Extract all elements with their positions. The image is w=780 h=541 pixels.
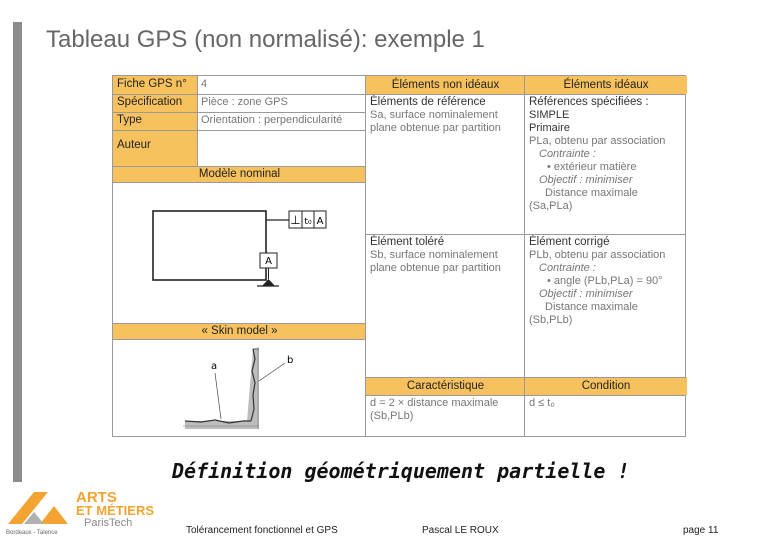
tolerated-ideal-cell xyxy=(525,234,687,377)
left-accent-bar xyxy=(13,22,22,482)
condition-value: d ≤ t₀ xyxy=(529,397,555,409)
reference-ideal-line-4: PLa, obtenu par association xyxy=(529,135,666,147)
reference-ideal-line-6: • extérieur matière xyxy=(547,161,637,173)
skin-label-a: a xyxy=(211,361,218,372)
header-condition: Condition xyxy=(525,377,687,395)
arts-et-metiers-logo xyxy=(4,486,164,541)
skin-model-drawing xyxy=(113,339,366,438)
tolerance-value: t₀ xyxy=(304,217,312,227)
tolerated-ideal-line-2: Contrainte : xyxy=(539,262,596,274)
tolerated-non-ideal-line-1: Sb, surface nominalement xyxy=(370,249,498,261)
row-value-specification: Pièce : zone GPS xyxy=(201,96,288,108)
reference-ideal-line-3: Primaire xyxy=(529,122,570,134)
header-caracteristique: Caractéristique xyxy=(366,377,525,395)
logo-line-2: ET MÉTIERS xyxy=(76,503,155,518)
reference-non-ideal-line-2: plane obtenue par partition xyxy=(370,122,501,134)
logo-mark-icon xyxy=(4,486,164,536)
tolerated-ideal-line-5: Distance maximale xyxy=(545,301,638,313)
modele-nominal-header: Modèle nominal xyxy=(113,166,366,182)
gps-table xyxy=(112,75,686,437)
row-value-fiche: 4 xyxy=(201,78,208,90)
row-label-specification: Spécification xyxy=(113,94,197,112)
caracteristique-line-1: d = 2 × distance maximale xyxy=(370,397,499,409)
perpendicularity-symbol: ⊥ xyxy=(290,213,301,227)
footer-course: Tolérancement fonctionnel et GPS xyxy=(186,525,338,536)
caracteristique-line-2: (Sb,PLb) xyxy=(370,410,414,422)
reference-ideal-line-5: Contrainte : xyxy=(539,148,596,160)
row-label-auteur: Auteur xyxy=(113,130,197,166)
skin-model-header: « Skin model » xyxy=(113,323,366,339)
tolerated-ideal-line-1: PLb, obtenu par association xyxy=(529,249,666,261)
skin-label-b: b xyxy=(287,355,294,366)
header-non-ideaux: Éléments non idéaux xyxy=(366,76,525,94)
datum-box-label: A xyxy=(265,256,272,267)
tolerated-ideal-line-3: • angle (PLb,PLa) = 90° xyxy=(547,275,663,287)
datum-ref-label: A xyxy=(316,216,324,227)
nominal-model-drawing xyxy=(113,182,366,323)
logo-line-3: ParisTech xyxy=(84,517,133,529)
row-value-auteur xyxy=(197,130,366,166)
reference-ideal-line-8: Distance maximale xyxy=(545,187,638,199)
caracteristique-cell xyxy=(366,395,525,438)
footer-page: page 11 xyxy=(683,525,719,536)
reference-non-ideal-heading: Éléments de référence xyxy=(370,96,486,108)
row-value-type: Orientation : perpendicularité xyxy=(201,114,343,126)
reference-ideal-line-1: Références spécifiées : xyxy=(529,96,649,108)
tolerated-ideal-heading: Élément corrigé xyxy=(529,236,610,248)
tolerated-non-ideal-line-2: plane obtenue par partition xyxy=(370,262,501,274)
tolerated-non-ideal-heading: Élément toléré xyxy=(370,236,445,248)
row-label-type: Type xyxy=(113,112,197,130)
reference-ideal-line-7: Objectif : minimiser xyxy=(539,174,633,186)
reference-ideal-cell xyxy=(525,94,687,234)
slide-title: Tableau GPS (non normalisé): exemple 1 xyxy=(46,26,485,53)
reference-non-ideal-cell xyxy=(366,94,525,234)
slide-subtitle: Définition géométriquement partielle ! xyxy=(172,459,630,483)
tolerated-ideal-line-4: Objectif : minimiser xyxy=(539,288,633,300)
tolerated-ideal-line-6: (Sb,PLb) xyxy=(529,314,573,326)
footer-author: Pascal LE ROUX xyxy=(422,525,499,536)
row-label-fiche: Fiche GPS n° xyxy=(113,76,197,94)
reference-ideal-line-2: SIMPLE xyxy=(529,109,570,121)
tolerated-non-ideal-cell xyxy=(366,234,525,377)
header-ideaux: Éléments idéaux xyxy=(525,76,687,94)
logo-tagline: Bordeaux - Talence xyxy=(6,530,58,536)
logo-line-1: ARTS xyxy=(76,489,117,506)
reference-ideal-line-9: (Sa,PLa) xyxy=(529,200,573,212)
reference-non-ideal-line-1: Sa, surface nominalement xyxy=(370,109,498,121)
